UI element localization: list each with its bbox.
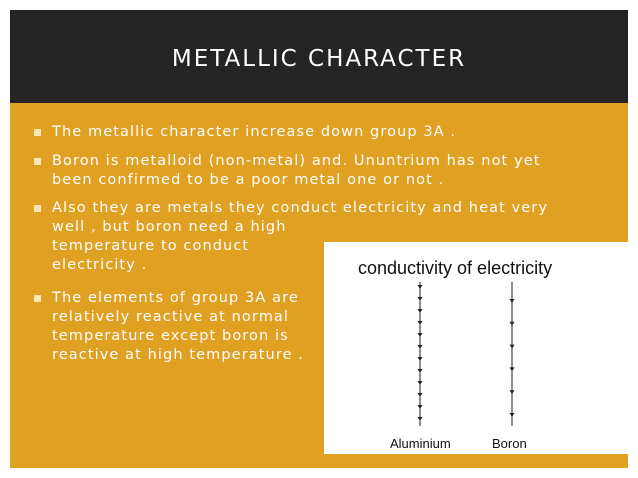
down-arrow-icon: [510, 299, 515, 303]
boron-label: Boron: [492, 436, 527, 451]
down-arrow-icon: [510, 345, 515, 349]
down-arrow-icon: [510, 322, 515, 326]
bullet-square-icon: [34, 295, 41, 302]
bullet-text: The metallic character increase down group 3A .: [52, 124, 457, 140]
bullet-text: The elements of group 3A are relatively reactive at normal temperature except boron is reactive at high temperature .: [52, 290, 305, 363]
down-arrow-icon: [418, 357, 423, 361]
down-arrow-icon: [418, 285, 423, 289]
down-arrow-icon: [418, 369, 423, 373]
down-arrow-icon: [418, 333, 423, 337]
down-arrow-icon: [418, 345, 423, 349]
down-arrow-icon: [510, 367, 515, 371]
down-arrow-icon: [418, 393, 423, 397]
down-arrow-icon: [510, 390, 515, 394]
conductivity-figure: [324, 242, 628, 454]
figure-title: conductivity of electricity: [358, 258, 553, 278]
down-arrow-icon: [418, 321, 423, 325]
slide-header: [10, 10, 628, 103]
down-arrow-icon: [510, 413, 515, 417]
slide-title: METALLIC CHARACTER: [171, 46, 467, 72]
slide: [10, 10, 628, 468]
conduction-lines-drawing: [324, 242, 628, 454]
bullet-square-icon: [34, 158, 41, 165]
aluminium-label: Aluminium: [390, 436, 451, 451]
bullet-text: Boron is metalloid (non-metal) and. Ununtrium has not yet been confirmed to be a poor metal one or not .: [52, 153, 541, 188]
down-arrow-icon: [418, 405, 423, 409]
bullet-square-icon: [34, 129, 41, 136]
down-arrow-icon: [418, 417, 423, 421]
down-arrow-icon: [418, 381, 423, 385]
down-arrow-icon: [418, 309, 423, 313]
bullet-square-icon: [34, 205, 41, 212]
bullet-text: Also they are metals they conduct electricity and heat very well , but boron need a high temperature to conduct electricity .: [52, 200, 549, 273]
down-arrow-icon: [418, 297, 423, 301]
